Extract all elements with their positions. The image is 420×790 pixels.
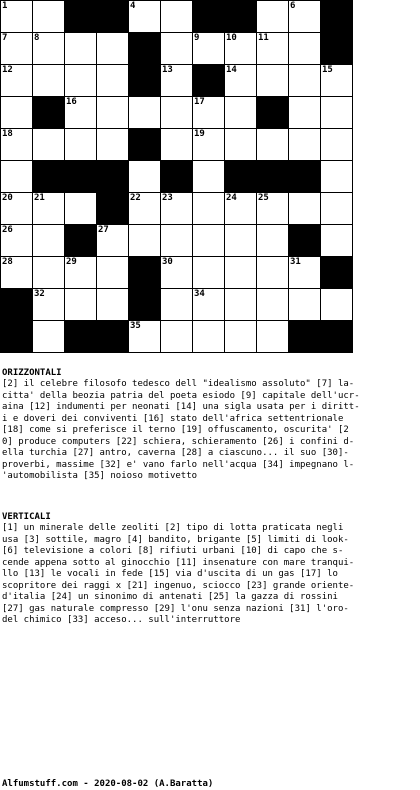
black-cell xyxy=(193,65,224,96)
clue-number: 4 xyxy=(130,1,136,11)
black-cell xyxy=(289,161,320,192)
grid-cell[interactable] xyxy=(33,1,64,32)
grid-cell[interactable] xyxy=(97,289,128,320)
grid-cell[interactable] xyxy=(129,97,160,128)
clue-number: 13 xyxy=(162,65,173,75)
grid-cell[interactable] xyxy=(193,97,224,128)
clue-number: 14 xyxy=(226,65,237,75)
clue-number: 30 xyxy=(162,257,173,267)
down-clues: [1] un minerale delle zeoliti [2] tipo di lotta praticata negli usa [3] sottile, magro [4] bandito, brigante [5] limiti di look- [6] televisione a colori [8] rifiuti urbani [10] di capo che s- cende appena sotto al ginocchio [11] insenature con mare tranqui- llo [13] le vocali in fede [15] via d'uscita di un gas [17] lo scopritore dei raggi x [21] ingenuo, sciocco [23] grande oriente- d'italia [24] un sinonimo di antenati [25] la gazza di rossini [27] gas naturale compresso [29] l'onu senza nazioni [31] l'oro- del chimico [33] acceso... sull'interruttore xyxy=(2,523,355,626)
clue-number: 34 xyxy=(194,289,205,299)
clue-number: 9 xyxy=(194,33,200,43)
grid-cell[interactable] xyxy=(289,257,320,288)
grid-cell[interactable] xyxy=(321,161,352,192)
grid-cell[interactable] xyxy=(257,65,288,96)
grid-cell[interactable] xyxy=(321,289,352,320)
grid-cell[interactable] xyxy=(193,257,224,288)
black-cell xyxy=(65,321,96,352)
clue-number: 20 xyxy=(2,193,13,203)
grid-cell[interactable] xyxy=(65,289,96,320)
crossword-grid xyxy=(0,0,353,353)
grid-cell[interactable] xyxy=(193,193,224,224)
clue-number: 22 xyxy=(130,193,141,203)
clue-number: 21 xyxy=(34,193,45,203)
black-cell xyxy=(225,1,256,32)
grid-cell[interactable] xyxy=(289,65,320,96)
grid-cell[interactable] xyxy=(97,33,128,64)
grid-cell[interactable] xyxy=(129,321,160,352)
black-cell xyxy=(257,97,288,128)
black-cell xyxy=(33,161,64,192)
black-cell xyxy=(1,289,32,320)
grid-cell[interactable] xyxy=(225,193,256,224)
grid-cell[interactable] xyxy=(193,33,224,64)
grid-cell[interactable] xyxy=(161,1,192,32)
clue-number: 18 xyxy=(2,129,13,139)
grid-cell[interactable] xyxy=(321,65,352,96)
clue-number: 8 xyxy=(34,33,40,43)
grid-cell[interactable] xyxy=(193,289,224,320)
grid-cell[interactable] xyxy=(225,129,256,160)
clue-number: 35 xyxy=(130,321,141,331)
black-cell xyxy=(321,321,352,352)
footer-credit: Alfumstuff.com - 2020-08-02 (A.Baratta) xyxy=(2,779,214,789)
black-cell xyxy=(289,321,320,352)
grid-cell[interactable] xyxy=(321,225,352,256)
black-cell xyxy=(129,65,160,96)
across-title: ORIZZONTALI xyxy=(2,368,62,378)
grid-cell[interactable] xyxy=(161,289,192,320)
grid-cell[interactable] xyxy=(129,225,160,256)
grid-cell[interactable] xyxy=(225,97,256,128)
grid-cell[interactable] xyxy=(161,129,192,160)
grid-cell[interactable] xyxy=(257,33,288,64)
grid-cell[interactable] xyxy=(33,289,64,320)
grid-cell[interactable] xyxy=(1,129,32,160)
grid-cell[interactable] xyxy=(289,129,320,160)
black-cell xyxy=(321,1,352,32)
clue-number: 16 xyxy=(66,97,77,107)
grid-cell[interactable] xyxy=(65,33,96,64)
clue-number: 33 xyxy=(130,289,141,299)
black-cell xyxy=(97,193,128,224)
clue-number: 6 xyxy=(290,1,296,11)
grid-cell[interactable] xyxy=(33,321,64,352)
grid-cell[interactable] xyxy=(225,65,256,96)
clue-number: 27 xyxy=(98,225,109,235)
grid-cell[interactable] xyxy=(257,257,288,288)
black-cell xyxy=(97,1,128,32)
clue-number: 19 xyxy=(194,129,205,139)
clue-number: 12 xyxy=(2,65,13,75)
clue-number: 17 xyxy=(194,97,205,107)
across-clues: [2] il celebre filosofo tedesco dell "idealismo assoluto" [7] la- citta' della beozia patria del poeta esiodo [9] capitale dell'ucr- aina [12] indumenti per neonati [14] una sigla usata per i diritt- i e doveri dei conviventi [16] stato dell'africa settentrionale [18] come si preferisce il terno [19] offuscamento, oscurita' [2 0] produce computers [22] schiera, schieramento [26] i confini d- ella turchia [27] antro, caverna [28] a ciascuno... il suo [30]- proverbi, massime [32] e' vano farlo nell'acqua [34] impegnano l- 'automobilista [35] noioso motivetto xyxy=(2,379,360,482)
grid-cell[interactable] xyxy=(321,193,352,224)
grid-cell[interactable] xyxy=(161,65,192,96)
clue-number: 15 xyxy=(322,65,333,75)
grid-cell[interactable] xyxy=(161,257,192,288)
grid-cell[interactable] xyxy=(1,1,32,32)
clue-number: 5 xyxy=(194,1,200,11)
black-cell xyxy=(97,321,128,352)
black-cell xyxy=(225,161,256,192)
black-cell xyxy=(65,161,96,192)
clue-number: 2 xyxy=(66,1,72,11)
black-cell xyxy=(97,161,128,192)
down-title: VERTICALI xyxy=(2,512,51,522)
grid-cell[interactable] xyxy=(33,257,64,288)
clue-number: 32 xyxy=(34,289,45,299)
grid-cell[interactable] xyxy=(161,33,192,64)
clue-number: 7 xyxy=(2,33,8,43)
grid-cell[interactable] xyxy=(33,225,64,256)
grid-cell[interactable] xyxy=(257,225,288,256)
grid-cell[interactable] xyxy=(65,193,96,224)
grid-cell[interactable] xyxy=(257,1,288,32)
black-cell xyxy=(1,321,32,352)
black-cell xyxy=(65,225,96,256)
grid-cell[interactable] xyxy=(257,129,288,160)
grid-cell[interactable] xyxy=(97,257,128,288)
grid-cell[interactable] xyxy=(97,225,128,256)
black-cell xyxy=(65,1,96,32)
grid-cell[interactable] xyxy=(1,97,32,128)
grid-cell[interactable] xyxy=(97,65,128,96)
grid-cell[interactable] xyxy=(65,129,96,160)
grid-cell[interactable] xyxy=(129,161,160,192)
black-cell xyxy=(129,129,160,160)
clue-number: 25 xyxy=(258,193,269,203)
black-cell xyxy=(257,161,288,192)
grid-cell[interactable] xyxy=(97,129,128,160)
grid-cell[interactable] xyxy=(321,129,352,160)
grid-cell[interactable] xyxy=(193,161,224,192)
grid-cell[interactable] xyxy=(225,289,256,320)
grid-cell[interactable] xyxy=(129,1,160,32)
grid-cell[interactable] xyxy=(33,193,64,224)
clue-number: 24 xyxy=(226,193,237,203)
grid-cell[interactable] xyxy=(65,65,96,96)
grid-cell[interactable] xyxy=(289,1,320,32)
clue-number: 31 xyxy=(290,257,301,267)
grid-cell[interactable] xyxy=(1,257,32,288)
clue-number: 29 xyxy=(66,257,77,267)
grid-cell[interactable] xyxy=(289,33,320,64)
grid-cell[interactable] xyxy=(225,321,256,352)
grid-cell[interactable] xyxy=(257,193,288,224)
black-cell xyxy=(129,289,160,320)
grid-cell[interactable] xyxy=(257,321,288,352)
grid-cell[interactable] xyxy=(33,65,64,96)
clue-number: 1 xyxy=(2,1,8,11)
grid-cell[interactable] xyxy=(1,161,32,192)
grid-cell[interactable] xyxy=(289,97,320,128)
clue-number: 10 xyxy=(226,33,237,43)
grid-cell[interactable] xyxy=(1,65,32,96)
grid-cell[interactable] xyxy=(161,321,192,352)
grid-cell[interactable] xyxy=(33,33,64,64)
black-cell xyxy=(33,97,64,128)
clue-number: 28 xyxy=(2,257,13,267)
black-cell xyxy=(289,225,320,256)
grid-cell[interactable] xyxy=(129,193,160,224)
grid-cell[interactable] xyxy=(97,97,128,128)
grid-cell[interactable] xyxy=(65,257,96,288)
grid-cell[interactable] xyxy=(161,225,192,256)
grid-cell[interactable] xyxy=(1,193,32,224)
black-cell xyxy=(129,33,160,64)
grid-cell[interactable] xyxy=(161,97,192,128)
grid-cell[interactable] xyxy=(225,33,256,64)
clue-number: 23 xyxy=(162,193,173,203)
grid-cell[interactable] xyxy=(1,33,32,64)
black-cell xyxy=(321,33,352,64)
grid-cell[interactable] xyxy=(193,225,224,256)
clue-number: 11 xyxy=(258,33,269,43)
grid-cell[interactable] xyxy=(257,289,288,320)
black-cell xyxy=(193,1,224,32)
grid-cell[interactable] xyxy=(33,129,64,160)
clue-number: 26 xyxy=(2,225,13,235)
clue-number: 3 xyxy=(98,1,104,11)
grid-cell[interactable] xyxy=(321,97,352,128)
grid-cell[interactable] xyxy=(193,129,224,160)
grid-cell[interactable] xyxy=(65,97,96,128)
grid-cell[interactable] xyxy=(161,193,192,224)
black-cell xyxy=(321,257,352,288)
grid-cell[interactable] xyxy=(289,193,320,224)
grid-cell[interactable] xyxy=(289,289,320,320)
grid-cell[interactable] xyxy=(225,225,256,256)
grid-cell[interactable] xyxy=(1,225,32,256)
grid-cell[interactable] xyxy=(193,321,224,352)
black-cell xyxy=(161,161,192,192)
black-cell xyxy=(129,257,160,288)
grid-cell[interactable] xyxy=(225,257,256,288)
